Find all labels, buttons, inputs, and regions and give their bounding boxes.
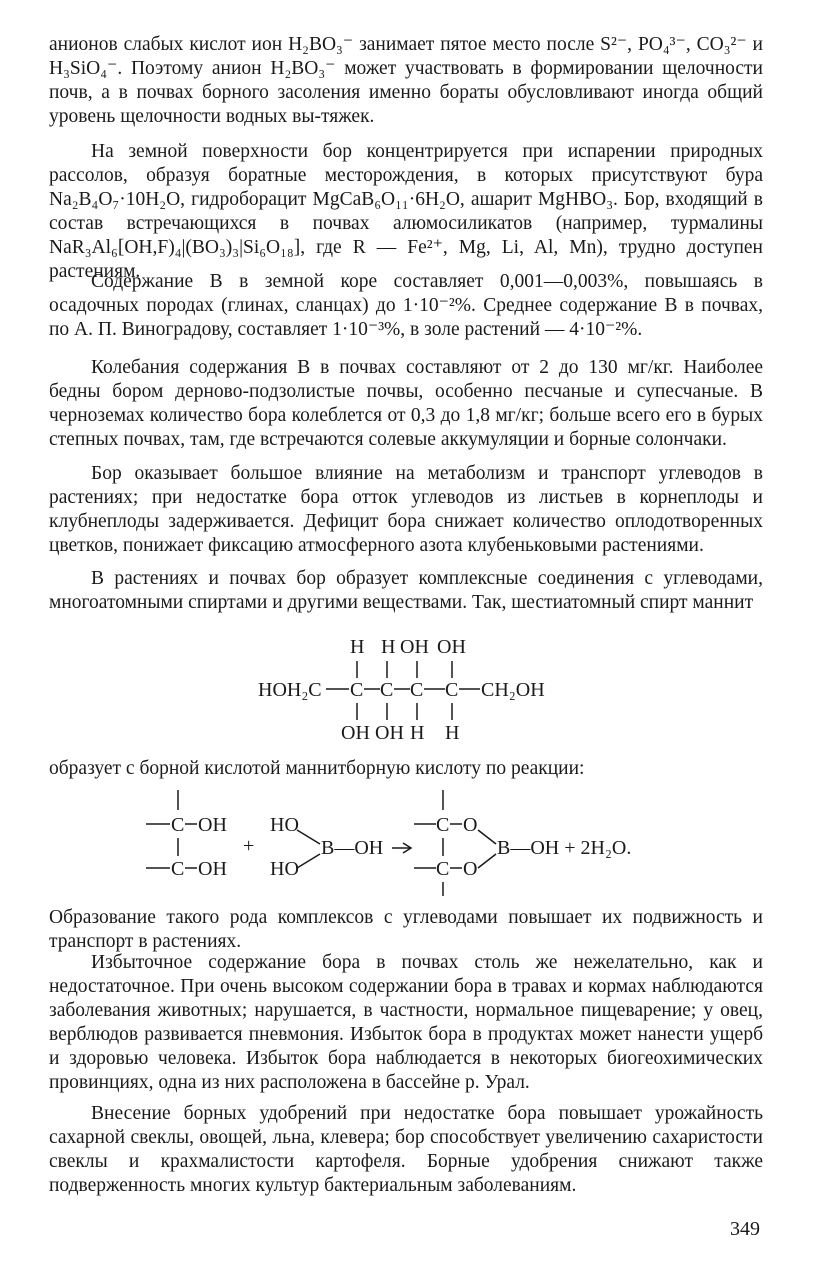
paragraph-boron-metabolism: Бор оказывает большое влияние на метаболизм и транспорт углеводов в растениях; при недостатке бора отток углеводов из листьев в корнеплоды и клубнеплоды задерживается. Дефицит бора снижает количество оплодотворенных цветков, понижает фиксацию атмосферного азота клубеньковыми растениями. xyxy=(49,463,763,556)
paragraph-boron-excess: Избыточное содержание бора в почвах столь же нежелательно, как и недостаточное. При очень высоком содержании бора в травах и кормах наблюдаются заболевания животных; нарушается, в частности, нормальное пищеварение; у овец, верблюдов развивается пневмония. Избыток бора в продуктах может нанести ущерб и здоровью человека. Избыток бора наблюдается в некоторых биогеохимических провинциях, одна из них расположена в бассейне р. Урал. xyxy=(49,952,763,1093)
paragraph-boron-variation: Колебания содержания B в почвах составляют от 2 до 130 мг/кг. Наиболее бедны бором дерново-подзолистые почвы, особенно песчаные и супесчаные. В черноземах количество бора колеблется от 0,3 до 1,8 мг/кг; больше всего его в бурых степных почвах, там, где встречаются солевые аккумуляции и борные солончаки. xyxy=(49,357,763,450)
paragraph-boron-content: Содержание B в земной коре составляет 0,001—0,003%, повышаясь в осадочных породах (глинах, сланцах) до 1·10⁻²%. Среднее содержание B в почвах, по А. П. Виноградову, составляет 1·10⁻³%, в золе растений — 4·10⁻²%. xyxy=(49,271,763,340)
diol-hydroxyl-2: OH xyxy=(198,858,227,880)
mannitol-carbon-4: C xyxy=(445,679,459,701)
mannitol-bottom-2: OH xyxy=(375,722,404,744)
mannitol-bottom-4: H xyxy=(445,722,460,744)
mannitol-top-1: H xyxy=(350,636,365,658)
paragraph-borate-anions: анионов слабых кислот ион H₂BO₃⁻ занимает пятое место после S²⁻, PO₄³⁻, CO₃²⁻ и H₃SiO₄⁻. Поэтому анион H₂BO₃⁻ может участвовать в формировании щелочности почв, а в почвах борного засоления именно бораты обусловливают иногда общий уровень щелочности водных вы-тяжек. xyxy=(49,34,763,127)
plus-sign: + xyxy=(243,835,255,857)
product-carbon-2: C xyxy=(436,858,450,880)
mannitol-boric-reaction xyxy=(140,788,680,905)
diol-carbon-1: C xyxy=(171,814,185,836)
mannitol-end-right: CH₂OH xyxy=(481,679,545,701)
mannitol-top-4: OH xyxy=(437,636,466,658)
mannitol-carbon-1: C xyxy=(350,679,364,701)
page-number: 349 xyxy=(730,1218,760,1240)
mannitol-top-3: OH xyxy=(400,636,429,658)
diol-carbon-2: C xyxy=(171,858,185,880)
mannitol-end-left: HOH₂C xyxy=(258,679,322,701)
paragraph-boron-complexes: В растениях и почвах бор образует комплексные соединения с углеводами, многоатомными спиртами и другими веществами. Так, шестиатомный спирт маннит xyxy=(49,568,763,613)
product-tail: B—OH + 2H₂O. xyxy=(497,837,632,859)
product-oxygen-1: O xyxy=(463,814,478,836)
product-oxygen-2: O xyxy=(463,858,478,880)
mannitol-structural-formula xyxy=(250,628,580,755)
product-carbon-1: C xyxy=(436,814,450,836)
mannitol-carbon-2: C xyxy=(380,679,394,701)
paragraph-reaction-intro: образует с борной кислотой маннитборную кислоту по реакции: xyxy=(49,758,585,779)
boric-b-oh: B—OH xyxy=(321,837,384,859)
paragraph-complex-mobility: Образование такого рода комплексов с углеводами повышает их подвижность и транспорт в растениях. xyxy=(49,907,763,952)
diol-hydroxyl-1: OH xyxy=(198,814,227,836)
boric-hydroxyl-1: HO xyxy=(270,814,299,836)
paragraph-boron-fertilizers: Внесение борных удобрений при недостатке бора повышает урожайность сахарной свеклы, овощей, льна, клевера; бор способствует увеличению сахаристости свеклы и крахмалистости картофеля. Борные удобрения снижают также подверженность многих культур бактериальным заболеваниям. xyxy=(49,1103,763,1196)
mannitol-top-2: H xyxy=(381,636,396,658)
boric-hydroxyl-2: HO xyxy=(270,858,299,880)
mannitol-bottom-3: H xyxy=(410,722,425,744)
mannitol-carbon-3: C xyxy=(410,679,424,701)
mannitol-bottom-1: OH xyxy=(341,722,370,744)
paragraph-boron-deposits: На земной поверхности бор концентрируется при испарении природных рассолов, образуя боратные месторождения, в которых присутствуют бура Na₂B₄O₇·10H₂O, гидроборацит MgCaB₆O₁₁·6H₂O, ашарит MgHBO₃. Бор, входящий в состав встречающихся в почвах алюмосиликатов (например, турмалины NaR₃Al₆[OH,F)₄|(BO₃)₃|Si₆O₁₈], где R — Fe²⁺, Mg, Li, Al, Mn), трудно доступен растениям. xyxy=(49,141,763,282)
